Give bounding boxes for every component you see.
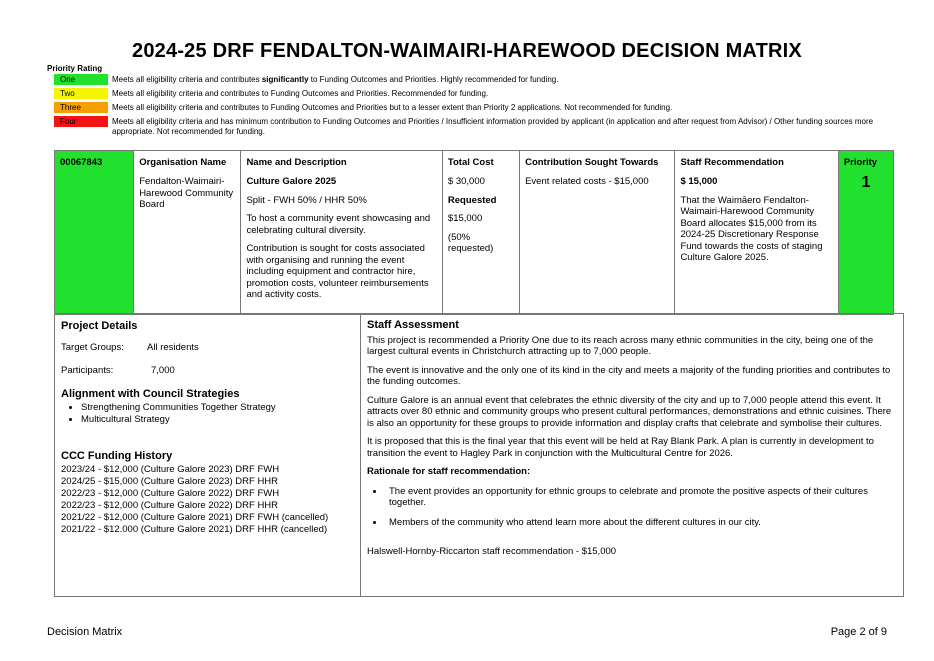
funding-history-item: 2021/22 - $12,000 (Culture Galore 2021) DRF FWH (cancelled) (61, 512, 329, 523)
target-groups-label: Target Groups: (61, 342, 124, 353)
other-board-recommendation: Halswell-Hornby-Riccarton staff recommendation - $15,000 (367, 546, 617, 557)
staff-recommendation-cell (675, 151, 838, 315)
participants (61, 365, 354, 376)
organisation-name: Fendalton-Waimairi-Harewood Community Board (139, 176, 234, 210)
target-groups (61, 342, 354, 353)
legend-text-two: Meets all eligibility criteria and contributes to Funding Outcomes and Priorities. Recommended for funding. (112, 89, 489, 98)
funding-split: Split - FWH 50% / HHR 50% (246, 194, 367, 206)
application-id-cell (55, 151, 134, 315)
assessment-paragraph: It is proposed that this is the final year that this event will be held at Ray Blank Park. A plan is currently in development to transition the event to Hagley Park in conjunction with the Multicultural Centre for 2026. (367, 436, 874, 459)
requested-amount: $15,000 (447, 213, 483, 224)
page-number: Page 2 of 9 (830, 626, 887, 638)
priority-rating-title: Priority Rating (47, 64, 103, 73)
organisation-cell (134, 151, 241, 315)
assessment-paragraph: The event is innovative and the only one of its kind in the city and meets a majority of the funding priorities and contributes to the funding outcomes. (367, 364, 891, 387)
funding-history-item: 2021/22 - $12.000 (Culture Galore 2021) DRF HHR (cancelled) (61, 524, 328, 535)
cost-header: Total Cost (447, 157, 494, 168)
legend-swatch-four: Four (54, 116, 108, 127)
description-1: To host a community event showcasing and celebrating cultural diversity. (246, 213, 431, 236)
requested-label: Requested (447, 194, 497, 206)
page-title: 2024-25 DRF FENDALTON-WAIMAIRI-HAREWOOD DECISION MATRIX (132, 40, 802, 62)
funding-history-item: 2022/23 - $12,000 (Culture Galore 2022) DRF FWH (61, 488, 280, 499)
strategy-item: • Strengthening Communities Together Strategy (81, 402, 354, 414)
participants-label: Participants: (61, 365, 114, 376)
priority-cell (838, 151, 893, 315)
contribution-text: Event related costs - $15,000 (525, 176, 649, 187)
legend-text-three: Meets all eligibility criteria and contributes to Funding Outcomes and Priorities but to a lesser extent than Priority 2 applications. Not recommended for funding. (112, 103, 673, 112)
strategies-list (61, 402, 354, 426)
application-table (54, 150, 894, 315)
staff-recommendation-text: That the Waimāero Fendalton-Waimairi-Harewood Community Board allocates $15,000 from its 2024-25 Discretionary Response Fund towards the costs of staging Culture Galore 2025. (680, 194, 823, 263)
staff-recommendation-header: Staff Recommendation (680, 157, 784, 168)
priority-header: Priority (843, 157, 878, 168)
description-cell (241, 151, 442, 315)
project-details (55, 314, 361, 596)
legend-swatch-one: One (54, 74, 108, 85)
project-details-heading: Project Details (61, 320, 138, 332)
legend-text-one: Meets all eligibility criteria and contributes significantly to Funding Outcomes and Priorities. Highly recommended for funding. (112, 75, 559, 84)
legend-row-two (54, 88, 884, 99)
description-header: Name and Description (246, 157, 347, 168)
staff-assessment-heading: Staff Assessment (367, 319, 459, 331)
staff-recommendation-amount: $ 15,000 (680, 176, 718, 187)
organisation-header: Organisation Name (139, 157, 227, 168)
rationale-list (367, 486, 895, 529)
legend-row-four (54, 116, 884, 136)
cost-cell (442, 151, 519, 315)
project-name: Culture Galore 2025 (246, 176, 337, 187)
legend-row-one (54, 74, 884, 85)
rationale-item: • Members of the community who attend learn more about the different cultures in our city. (385, 517, 895, 529)
priority-legend (54, 74, 884, 139)
legend-row-three (54, 102, 884, 113)
participants-value: 7,000 (151, 365, 175, 376)
total-cost: $ 30,000 (447, 176, 485, 187)
strategy-item: • Multicultural Strategy (81, 414, 354, 426)
target-groups-value: All residents (147, 342, 199, 353)
application-id: 00067843 (60, 157, 103, 168)
contribution-header: Contribution Sought Towards (525, 157, 659, 168)
legend-swatch-two: Two (54, 88, 108, 99)
priority-value: 1 (861, 174, 871, 191)
legend-text-four: Meets all eligibility criteria and has minimum contribution to Funding Outcomes and Priorities / Insufficient information provided by applicant (in application and after request from Advisor) / Other funding sources more appropriate. Not recommended for funding. (112, 117, 874, 136)
contribution-cell (520, 151, 675, 315)
description-2: Contribution is sought for costs associated with organising and running the event including equipment and contractor hire, promotion costs, volunteer reimbursements and activity costs. (246, 243, 429, 300)
funding-history-item: 2024/25 - $15,000 (Culture Galore 2023) DRF HHR (61, 476, 279, 487)
staff-assessment (361, 314, 903, 596)
funding-history-heading: CCC Funding History (61, 450, 173, 462)
funding-history-item: 2022/23 - $12,000 (Culture Galore 2022) DRF HHR (61, 500, 279, 511)
alignment-heading: Alignment with Council Strategies (61, 388, 240, 400)
assessment-paragraph: This project is recommended a Priority One due to its reach across many ethnic communities in the city, being one of the largest cultural events in Christchurch attracting up to 7,000 people. (367, 334, 874, 357)
legend-swatch-three: Three (54, 102, 108, 113)
funding-history-item: 2023/24 - $12,000 (Culture Galore 2023) DRF FWH (61, 464, 280, 475)
requested-percent: (50% requested) (447, 231, 494, 254)
rationale-item: • The event provides an opportunity for ethnic groups to celebrate and promote the positive aspects of their cultures together. (385, 486, 895, 509)
footer-title: Decision Matrix (47, 626, 123, 638)
assessment-paragraph: Culture Galore is an annual event that celebrates the ethnic diversity of the city and up to 7,000 people attend this event. It attracts over 80 ethnic and community groups who present cultural performances, demonstrations and ethnic cuisines. There is also an opportunity for these groups to provide information and display crafts that celebrate and symbolise their cultures. (367, 394, 892, 429)
rationale-heading: Rationale for staff recommendation: (367, 466, 531, 477)
details-panel (54, 313, 904, 597)
